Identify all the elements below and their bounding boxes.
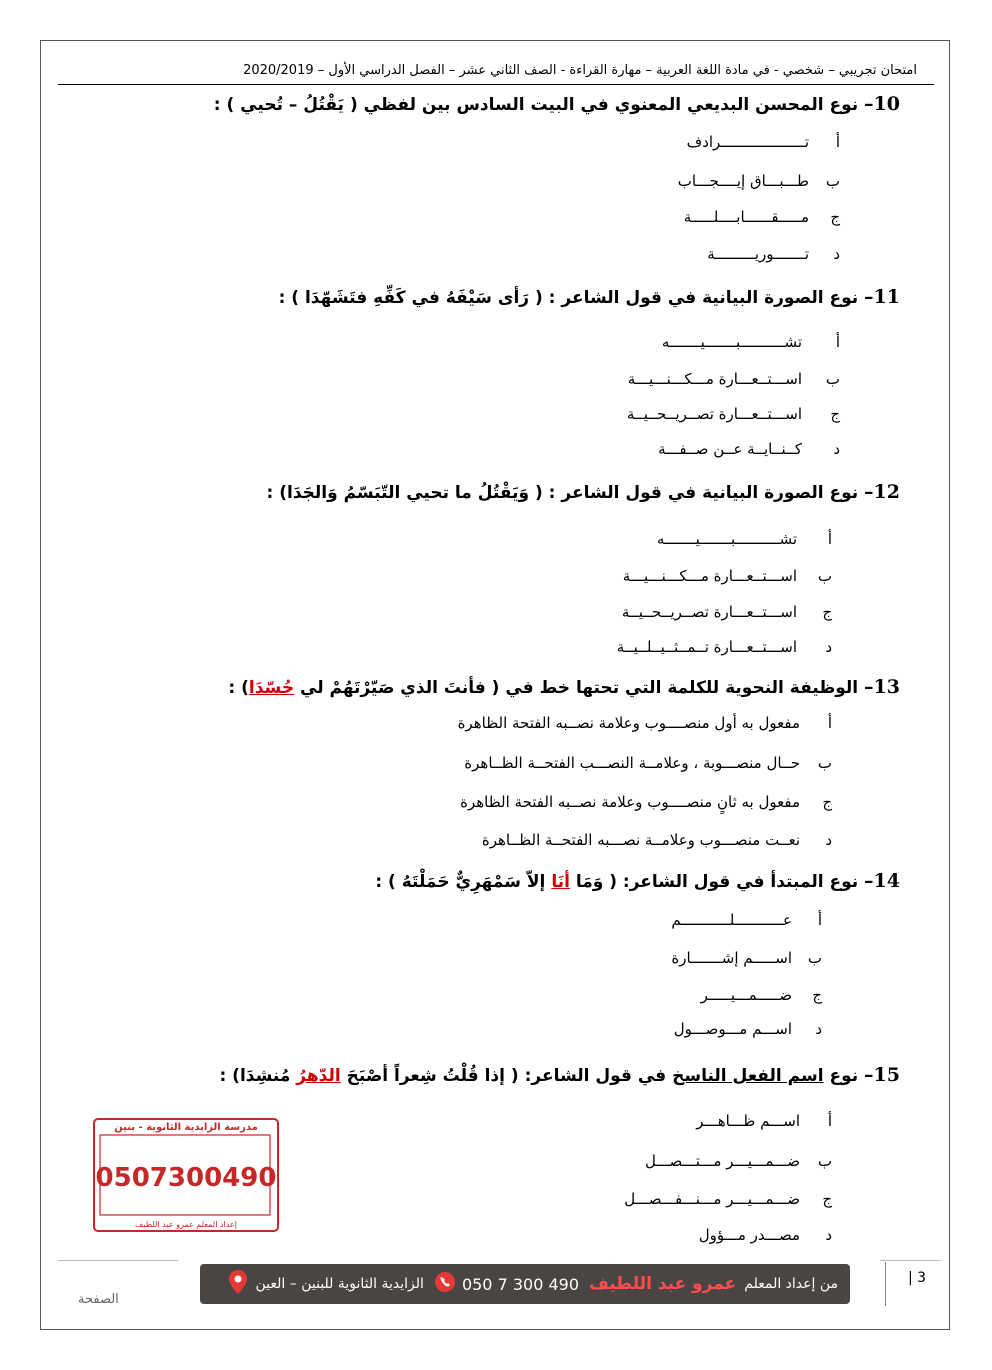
- footer-divider: [880, 1260, 940, 1261]
- option-letter: د: [815, 1020, 822, 1038]
- exam-header: امتحان تجريبي – شخصي - في مادة اللغة العربية – مهارة القراءة - الصف الثاني عشر – الفصل الدراسي الأول – 2020/2019: [243, 63, 917, 78]
- underlined-phrase: اسم الفعل الناسخ: [672, 1066, 824, 1086]
- question-text: نوع المحسن البديعي المعنوي في البيت السادس بين لفظي ( يَقْتُلُ – تُحيي ) :: [213, 95, 859, 115]
- question-title: [60, 870, 900, 892]
- option-text: ضـــــمـــيـــــر: [700, 986, 792, 1004]
- question-11: [60, 286, 900, 308]
- option-text: مفعول به أول منصــــوب وعلامة نصــبه الفتحة الظاهرة: [457, 714, 800, 732]
- option-letter: أ: [835, 133, 840, 151]
- phone-icon: [434, 1271, 456, 1297]
- question-text-end: مُنشِدَا) :: [219, 1066, 297, 1086]
- option-text: طـــبـــاق إيــــجـــاب: [677, 172, 809, 190]
- question-number: 13–: [864, 676, 900, 698]
- question-title: [60, 676, 900, 698]
- option-letter: ب: [817, 567, 832, 585]
- option-text: عـــــــــــلـــــــــــم: [671, 911, 792, 929]
- option-text: اســـم مـــوصـــول: [673, 1020, 792, 1038]
- footer-separator: [885, 1262, 886, 1306]
- option-text: تشــــــــــبـــــــيـــــــه: [661, 333, 802, 351]
- footer-phone: 050 7 300 490: [461, 1274, 579, 1294]
- question-text: نوع: [823, 1066, 859, 1086]
- option-text: ضـــمـــيـــر مـــتـــصـــل: [644, 1152, 800, 1170]
- option-text: مصـــدر مـــؤول: [698, 1226, 800, 1244]
- option-letter: د: [833, 440, 840, 458]
- question-text: نوع المبتدأ في قول الشاعر: ( وَمَا: [569, 872, 859, 892]
- question-title: [60, 1064, 900, 1086]
- question-number: 10–: [864, 93, 900, 115]
- option-text: اســـتــعـــارة تصــريــحــيــة: [621, 603, 797, 621]
- question-text-mid: في قول الشاعر: ( إذا قُلْتُ شِعراً أصْبَحَ: [340, 1066, 673, 1086]
- option-text: ضـــمـــيـــر مـــنـــفـــصـــل: [624, 1190, 800, 1208]
- option-text: اســـتــعـــارة مـــكـــنـــيـــة: [622, 567, 797, 585]
- question-text: نوع الصورة البيانية في قول الشاعر : ( رَأى سَيْفَهُ في كَفِّهِ فتَشَهّدَا ) :: [278, 288, 859, 308]
- option-letter: أ: [827, 714, 832, 732]
- option-letter: د: [825, 638, 832, 656]
- option-text: مفعول به ثانٍ منصــــوب وعلامة نصــبه الفتحة الظاهرة: [460, 793, 800, 811]
- page-label: الصفحة: [78, 1292, 119, 1307]
- option-text: حــال منصـــوبة ، وعلامــة النصـــب الفتحــة الظــاهرة: [464, 754, 800, 772]
- option-letter: د: [825, 831, 832, 849]
- option-letter: ج: [822, 1190, 832, 1208]
- option-letter: ب: [817, 754, 832, 772]
- option-text: مـــــقــــــابــــلـــــة: [683, 208, 809, 226]
- option-letter: ب: [807, 949, 822, 967]
- option-letter: ب: [817, 1152, 832, 1170]
- option-letter: أ: [835, 333, 840, 351]
- option-letter: د: [833, 245, 840, 263]
- page-number: 3 |: [908, 1270, 927, 1286]
- option-text: تـــــــوريـــــــــة: [707, 245, 809, 263]
- stamp-graphic: [90, 1115, 282, 1235]
- question-10: [60, 93, 900, 115]
- question-13: [60, 676, 900, 698]
- teacher-stamp: [90, 1115, 282, 1235]
- option-text: كــنــايــة عــن صــفـــة: [658, 440, 802, 458]
- underlined-word: حُسّدَا: [248, 678, 295, 698]
- question-title: [60, 286, 900, 308]
- question-title: [60, 481, 900, 503]
- footer-teacher-name: عمرو عبد اللطيف: [589, 1274, 737, 1294]
- option-letter: د: [825, 1226, 832, 1244]
- option-letter: ج: [822, 793, 832, 811]
- question-title: [60, 93, 900, 115]
- question-15: [60, 1064, 900, 1086]
- option-letter: ج: [830, 208, 840, 226]
- location-pin-icon: [228, 1269, 248, 1299]
- option-letter: أ: [827, 1112, 832, 1130]
- option-text: تـــــــــــــــــــرادف: [686, 133, 809, 151]
- option-letter: ج: [822, 603, 832, 621]
- footer-school: الزايدية الثانوية للبنين – العين: [255, 1276, 424, 1292]
- footer-banner: [200, 1264, 850, 1304]
- question-text: نوع الصورة البيانية في قول الشاعر : ( وَيَقْتُلُ ما تحيي التّبَسّمُ وَالجَدَا) :: [266, 483, 859, 503]
- question-text-end: ) :: [228, 678, 249, 698]
- option-text: اســـتــعـــارة مـــكـــنـــيـــة: [627, 370, 802, 388]
- option-text: نعــت منصـــوب وعلامــة نصـــبه الفتحــة الظــاهرة: [481, 831, 800, 849]
- stamp-teacher: إعداد المعلم عمرو عبد اللطيف: [135, 1220, 237, 1229]
- footer-prepared-by: من إعداد المعلم: [744, 1276, 838, 1292]
- stamp-phone: 0507300490: [95, 1163, 277, 1193]
- option-text: اســـم ظـــاهـــر: [696, 1112, 800, 1130]
- question-text-end: إلاّ سَمْهَرِيٌّ حَمَلْتَهُ ) :: [375, 872, 552, 892]
- option-letter: أ: [827, 530, 832, 548]
- question-number: 14–: [864, 870, 900, 892]
- option-text: تشــــــــــبـــــــيـــــــه: [656, 530, 797, 548]
- option-text: اســـــم إشـــــــارة: [671, 949, 792, 967]
- option-letter: ب: [825, 172, 840, 190]
- question-number: 12–: [864, 481, 900, 503]
- question-12: [60, 481, 900, 503]
- option-letter: ج: [830, 405, 840, 423]
- underlined-word: أنَا: [551, 872, 570, 892]
- question-14: [60, 870, 900, 892]
- option-letter: ب: [825, 370, 840, 388]
- option-letter: ج: [812, 986, 822, 1004]
- question-number: 11–: [864, 286, 900, 308]
- option-text: اســـتــعـــارة تصــريــحــيــة: [626, 405, 802, 423]
- footer-divider: [58, 1260, 178, 1261]
- question-text: الوظيفة النحوية للكلمة التي تحتها خط في ( فأنتَ الذي صَيّرْتَهُمْ لي: [294, 678, 859, 698]
- option-letter: أ: [817, 911, 822, 929]
- header-divider: [58, 84, 934, 85]
- underlined-word: الدّهرُ: [296, 1066, 341, 1086]
- stamp-school: مدرسة الزايدية الثانوية - بنين: [114, 1122, 258, 1133]
- option-text: اســـتــعـــارة تــمــثــيــلــيــة: [616, 638, 797, 656]
- question-number: 15–: [864, 1064, 900, 1086]
